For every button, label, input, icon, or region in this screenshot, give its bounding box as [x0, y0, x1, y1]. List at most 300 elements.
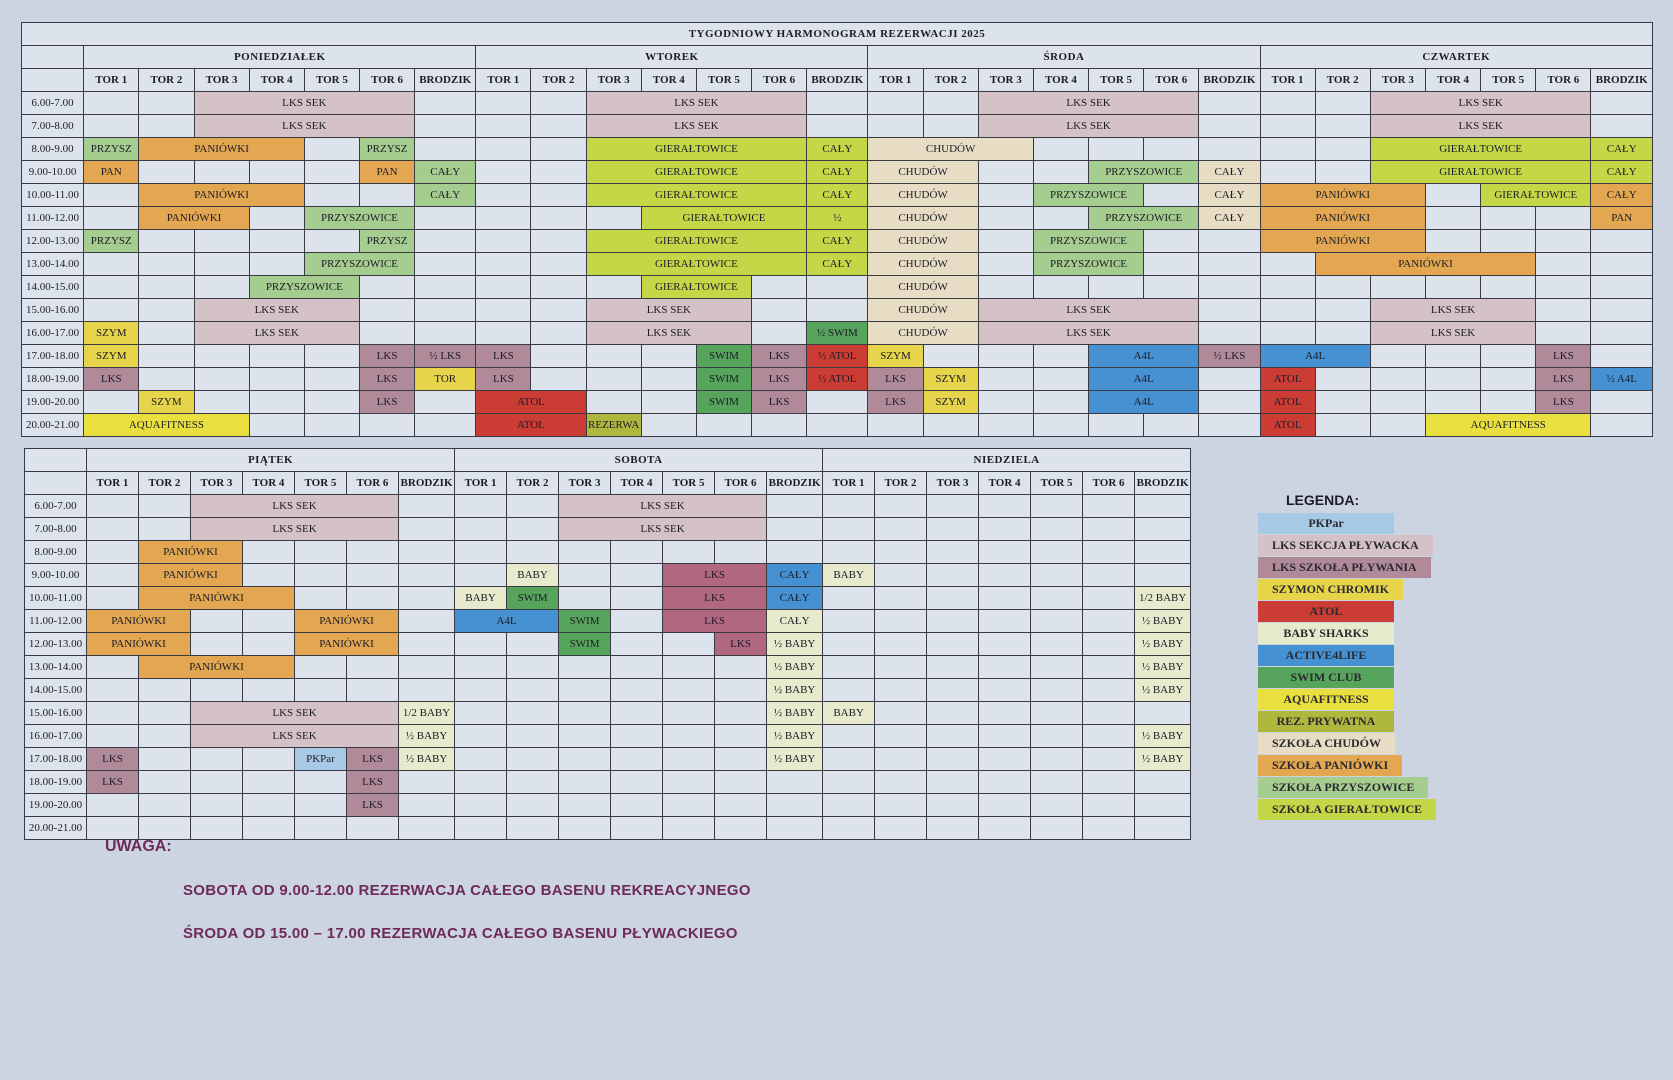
empty-cell [1315, 276, 1370, 299]
schedule-cell: LKS SEK [1370, 92, 1591, 115]
empty-cell [531, 138, 586, 161]
schedule-cell: PANIÓWKI [139, 207, 249, 230]
empty-cell [875, 817, 927, 840]
day-header-piątek: PIĄTEK [87, 449, 455, 472]
schedule-cell: LKS SEK [191, 495, 399, 518]
schedule-cell: PANIÓWKI [139, 138, 304, 161]
empty-cell [139, 679, 191, 702]
schedule-cell: ½ BABY [767, 725, 823, 748]
empty-cell [1199, 391, 1260, 414]
empty-cell [923, 345, 978, 368]
empty-cell [1260, 299, 1315, 322]
legend-item: SWIM CLUB [1258, 667, 1394, 688]
empty-cell [715, 541, 767, 564]
day-header-niedziela: NIEDZIELA [823, 449, 1191, 472]
empty-cell [559, 679, 611, 702]
legend [1258, 492, 1478, 821]
schedule-cell: BABY [823, 564, 875, 587]
empty-cell [295, 771, 347, 794]
empty-cell [978, 161, 1033, 184]
lane-header: BRODZIK [1199, 69, 1260, 92]
empty-cell [927, 794, 979, 817]
empty-cell [1370, 414, 1425, 437]
schedule-cell: SWIM [696, 391, 751, 414]
empty-cell [139, 702, 191, 725]
empty-cell [84, 92, 139, 115]
empty-cell [139, 299, 194, 322]
empty-cell [978, 345, 1033, 368]
schedule-cell: LKS SEK [1370, 115, 1591, 138]
schedule-cell: LKS [663, 587, 767, 610]
schedule-cell: GIERAŁTOWICE [1370, 138, 1591, 161]
schedule-cell: LKS SEK [194, 92, 415, 115]
schedule-cell: ½ BABY [767, 748, 823, 771]
empty-cell [1315, 138, 1370, 161]
empty-cell [586, 276, 641, 299]
schedule-cell: A4L [1260, 345, 1370, 368]
empty-cell [139, 161, 194, 184]
empty-cell [347, 679, 399, 702]
schedule-cell: PANIÓWKI [1260, 230, 1425, 253]
empty-cell [399, 495, 455, 518]
empty-cell [1135, 817, 1191, 840]
empty-cell [1370, 345, 1425, 368]
schedule-cell: LKS [347, 748, 399, 771]
schedule-table-weekdays [21, 22, 1653, 437]
empty-cell [1031, 564, 1083, 587]
schedule-cell: ½ ATOL [807, 368, 868, 391]
empty-cell [1199, 414, 1260, 437]
schedule-cell: PRZYSZ [359, 138, 414, 161]
schedule-cell: CAŁY [1199, 207, 1260, 230]
empty-cell [923, 92, 978, 115]
schedule-cell: AQUAFITNESS [84, 414, 249, 437]
empty-cell [476, 138, 531, 161]
schedule-cell: LKS SEK [191, 702, 399, 725]
empty-cell [415, 276, 476, 299]
time-label: 6.00-7.00 [22, 92, 84, 115]
legend-item: LKS SZKOŁA PŁYWANIA [1258, 557, 1431, 578]
empty-cell [1536, 230, 1591, 253]
empty-cell [1031, 794, 1083, 817]
empty-cell [87, 725, 139, 748]
empty-cell [139, 253, 194, 276]
schedule-cell: GIERAŁTOWICE [586, 230, 807, 253]
empty-cell [87, 541, 139, 564]
empty-cell [531, 253, 586, 276]
empty-cell [415, 115, 476, 138]
empty-cell [1089, 276, 1144, 299]
empty-cell [1083, 564, 1135, 587]
schedule-cell: ATOL [1260, 368, 1315, 391]
time-label: 18.00-19.00 [22, 368, 84, 391]
empty-cell [531, 207, 586, 230]
legend-title: LEGENDA: [1286, 492, 1360, 508]
empty-cell [927, 679, 979, 702]
empty-cell [455, 633, 507, 656]
empty-cell [1033, 391, 1088, 414]
empty-cell [347, 587, 399, 610]
schedule-cell: BABY [455, 587, 507, 610]
empty-cell [1135, 771, 1191, 794]
empty-cell [347, 817, 399, 840]
note-line: SOBOTA OD 9.00-12.00 REZERWACJA CAŁEGO BASENU REKREACYJNEGO [183, 882, 751, 899]
schedule-cell: LKS [347, 771, 399, 794]
empty-cell [923, 414, 978, 437]
empty-cell [1199, 368, 1260, 391]
empty-cell [507, 541, 559, 564]
empty-cell [295, 794, 347, 817]
schedule-cell: LKS [359, 345, 414, 368]
schedule-cell: ATOL [1260, 391, 1315, 414]
empty-cell [978, 276, 1033, 299]
empty-cell [455, 794, 507, 817]
lane-header: TOR 4 [979, 472, 1031, 495]
empty-cell [875, 564, 927, 587]
empty-cell [1425, 345, 1480, 368]
empty-cell [1083, 518, 1135, 541]
schedule-cell: PANIÓWKI [1260, 184, 1425, 207]
empty-cell [1031, 817, 1083, 840]
schedule-cell: LKS [752, 345, 807, 368]
empty-cell [507, 794, 559, 817]
empty-cell [191, 771, 243, 794]
lane-header: TOR 6 [752, 69, 807, 92]
empty-cell [611, 702, 663, 725]
empty-cell [807, 92, 868, 115]
empty-cell [347, 656, 399, 679]
empty-cell [1083, 794, 1135, 817]
empty-cell [1425, 207, 1480, 230]
empty-cell [1031, 725, 1083, 748]
empty-cell [875, 748, 927, 771]
empty-cell [139, 322, 194, 345]
schedule-cell: A4L [1089, 345, 1199, 368]
empty-cell [295, 679, 347, 702]
empty-cell [191, 817, 243, 840]
empty-cell [249, 230, 304, 253]
empty-cell [507, 748, 559, 771]
schedule-cell: CAŁY [807, 253, 868, 276]
schedule-cell: PANIÓWKI [139, 587, 295, 610]
empty-cell [476, 322, 531, 345]
empty-cell [359, 414, 414, 437]
empty-cell [139, 92, 194, 115]
empty-cell [1033, 207, 1088, 230]
schedule-cell: ½ ATOL [807, 345, 868, 368]
day-header-poniedziałek: PONIEDZIAŁEK [84, 46, 476, 69]
empty-cell [868, 92, 923, 115]
empty-cell [1315, 161, 1370, 184]
empty-cell [1031, 633, 1083, 656]
schedule-cell: CAŁY [415, 161, 476, 184]
empty-cell [139, 748, 191, 771]
empty-cell [611, 748, 663, 771]
lane-header: TOR 1 [823, 472, 875, 495]
empty-cell [823, 495, 875, 518]
empty-cell [559, 541, 611, 564]
empty-cell [295, 541, 347, 564]
schedule-cell: ½ BABY [1135, 679, 1191, 702]
empty-cell [194, 345, 249, 368]
empty-cell [611, 771, 663, 794]
schedule-cell: LKS [663, 610, 767, 633]
schedule-cell: SZYM [923, 368, 978, 391]
schedule-cell: LKS SEK [978, 299, 1199, 322]
schedule-cell: ½ BABY [1135, 633, 1191, 656]
time-label: 15.00-16.00 [25, 702, 87, 725]
empty-cell [1315, 368, 1370, 391]
empty-cell [979, 748, 1031, 771]
empty-cell [1135, 541, 1191, 564]
empty-cell [1536, 322, 1591, 345]
empty-cell [767, 771, 823, 794]
lane-header: TOR 2 [875, 472, 927, 495]
empty-cell [559, 817, 611, 840]
lane-header: TOR 6 [1083, 472, 1135, 495]
corner-cell [22, 69, 84, 92]
empty-cell [927, 702, 979, 725]
schedule-cell: ATOL [476, 414, 586, 437]
schedule-cell: CAŁY [807, 230, 868, 253]
empty-cell [191, 679, 243, 702]
time-label: 20.00-21.00 [25, 817, 87, 840]
empty-cell [139, 345, 194, 368]
empty-cell [1031, 679, 1083, 702]
empty-cell [559, 587, 611, 610]
empty-cell [84, 253, 139, 276]
lane-header: TOR 6 [1536, 69, 1591, 92]
empty-cell [243, 633, 295, 656]
schedule-cell: LKS [868, 368, 923, 391]
empty-cell [611, 794, 663, 817]
empty-cell [663, 725, 715, 748]
empty-cell [1199, 253, 1260, 276]
empty-cell [1083, 541, 1135, 564]
legend-item: ACTIVE4LIFE [1258, 645, 1394, 666]
empty-cell [243, 771, 295, 794]
empty-cell [531, 276, 586, 299]
schedule-cell: SWIM [559, 633, 611, 656]
schedule-cell: LKS [359, 391, 414, 414]
legend-item: SZKOŁA GIERAŁTOWICE [1258, 799, 1436, 820]
empty-cell [476, 253, 531, 276]
empty-cell [1481, 230, 1536, 253]
empty-cell [663, 541, 715, 564]
empty-cell [87, 702, 139, 725]
lane-header: TOR 3 [978, 69, 1033, 92]
empty-cell [415, 92, 476, 115]
corner-cell [22, 46, 84, 69]
empty-cell [455, 518, 507, 541]
empty-cell [875, 587, 927, 610]
empty-cell [191, 633, 243, 656]
empty-cell [347, 564, 399, 587]
empty-cell [1370, 276, 1425, 299]
empty-cell [84, 207, 139, 230]
empty-cell [927, 518, 979, 541]
schedule-cell: PANIÓWKI [1260, 207, 1425, 230]
empty-cell [507, 495, 559, 518]
empty-cell [559, 702, 611, 725]
schedule-cell: A4L [1089, 391, 1199, 414]
lane-header: TOR 6 [359, 69, 414, 92]
schedule-cell: SWIM [507, 587, 559, 610]
empty-cell [87, 679, 139, 702]
empty-cell [875, 633, 927, 656]
schedule-cell: GIERAŁTOWICE [586, 184, 807, 207]
empty-cell [927, 587, 979, 610]
lane-header: BRODZIK [415, 69, 476, 92]
empty-cell [611, 564, 663, 587]
schedule-cell: CAŁY [767, 587, 823, 610]
time-label: 15.00-16.00 [22, 299, 84, 322]
empty-cell [347, 541, 399, 564]
schedule-cell: CAŁY [807, 161, 868, 184]
schedule-cell: CHUDÓW [868, 322, 978, 345]
empty-cell [559, 794, 611, 817]
empty-cell [507, 702, 559, 725]
empty-cell [455, 679, 507, 702]
empty-cell [194, 276, 249, 299]
schedule-cell: PRZYSZOWICE [1033, 253, 1143, 276]
schedule-cell: CHUDÓW [868, 184, 978, 207]
empty-cell [455, 748, 507, 771]
schedule-cell: CHUDÓW [868, 230, 978, 253]
schedule-cell: LKS SEK [586, 115, 807, 138]
empty-cell [476, 184, 531, 207]
schedule-cell: LKS [868, 391, 923, 414]
empty-cell [1260, 138, 1315, 161]
empty-cell [875, 794, 927, 817]
schedule-cell: LKS [1536, 391, 1591, 414]
schedule-cell: ½ BABY [1135, 610, 1191, 633]
empty-cell [243, 541, 295, 564]
empty-cell [927, 564, 979, 587]
time-label: 19.00-20.00 [22, 391, 84, 414]
empty-cell [87, 518, 139, 541]
lane-header: TOR 1 [87, 472, 139, 495]
schedule-cell: PAN [359, 161, 414, 184]
empty-cell [415, 391, 476, 414]
lane-header: TOR 4 [611, 472, 663, 495]
legend-item: ATOL [1258, 601, 1394, 622]
schedule-cell: GIERAŁTOWICE [586, 161, 807, 184]
empty-cell [476, 207, 531, 230]
empty-cell [1031, 702, 1083, 725]
lane-header: TOR 5 [696, 69, 751, 92]
empty-cell [1536, 276, 1591, 299]
empty-cell [415, 253, 476, 276]
legend-item: SZKOŁA PRZYSZOWICE [1258, 777, 1428, 798]
empty-cell [191, 610, 243, 633]
empty-cell [979, 633, 1031, 656]
notes-heading: UWAGA: [105, 838, 172, 855]
empty-cell [979, 610, 1031, 633]
empty-cell [559, 564, 611, 587]
empty-cell [752, 414, 807, 437]
legend-item: PKPar [1258, 513, 1394, 534]
empty-cell [875, 518, 927, 541]
schedule-cell: PANIÓWKI [295, 633, 399, 656]
empty-cell [87, 794, 139, 817]
lane-header: TOR 5 [1031, 472, 1083, 495]
empty-cell [1144, 253, 1199, 276]
note-line: ŚRODA OD 15.00 – 17.00 REZERWACJA CAŁEGO BASENU PŁYWACKIEGO [183, 925, 738, 942]
lane-header: TOR 1 [455, 472, 507, 495]
empty-cell [1033, 414, 1088, 437]
time-label: 10.00-11.00 [22, 184, 84, 207]
schedule-cell: SZYM [139, 391, 194, 414]
schedule-cell: PANIÓWKI [87, 633, 191, 656]
empty-cell [1089, 138, 1144, 161]
empty-cell [611, 587, 663, 610]
empty-cell [586, 345, 641, 368]
empty-cell [476, 115, 531, 138]
empty-cell [1083, 633, 1135, 656]
empty-cell [663, 817, 715, 840]
empty-cell [559, 656, 611, 679]
schedule-cell: AQUAFITNESS [1425, 414, 1590, 437]
empty-cell [752, 322, 807, 345]
schedule-cell: BABY [823, 702, 875, 725]
schedule-cell: ½ LKS [1199, 345, 1260, 368]
empty-cell [1260, 92, 1315, 115]
empty-cell [559, 771, 611, 794]
lane-header: TOR 5 [1481, 69, 1536, 92]
schedule-cell: CAŁY [807, 138, 868, 161]
lane-header: BRODZIK [1591, 69, 1653, 92]
empty-cell [1425, 230, 1480, 253]
day-header-sobota: SOBOTA [455, 449, 823, 472]
empty-cell [304, 368, 359, 391]
empty-cell [927, 771, 979, 794]
empty-cell [752, 276, 807, 299]
empty-cell [715, 725, 767, 748]
lane-header: TOR 2 [1315, 69, 1370, 92]
empty-cell [1135, 495, 1191, 518]
empty-cell [978, 253, 1033, 276]
schedule-cell: 1/2 BABY [399, 702, 455, 725]
empty-cell [399, 679, 455, 702]
empty-cell [1481, 391, 1536, 414]
empty-cell [1591, 299, 1653, 322]
empty-cell [823, 541, 875, 564]
schedule-cell: PRZYSZOWICE [304, 207, 414, 230]
empty-cell [696, 414, 751, 437]
empty-cell [1370, 368, 1425, 391]
empty-cell [715, 679, 767, 702]
empty-cell [1591, 253, 1653, 276]
time-label: 13.00-14.00 [25, 656, 87, 679]
empty-cell [139, 518, 191, 541]
schedule-cell: LKS SEK [586, 299, 751, 322]
empty-cell [531, 368, 586, 391]
empty-cell [1031, 771, 1083, 794]
empty-cell [1144, 230, 1199, 253]
empty-cell [194, 161, 249, 184]
time-label: 10.00-11.00 [25, 587, 87, 610]
empty-cell [359, 299, 414, 322]
schedule-cell: REZERWA [586, 414, 641, 437]
empty-cell [1144, 184, 1199, 207]
empty-cell [531, 92, 586, 115]
lane-header: TOR 2 [507, 472, 559, 495]
empty-cell [715, 748, 767, 771]
empty-cell [304, 345, 359, 368]
lane-header: TOR 5 [663, 472, 715, 495]
empty-cell [139, 725, 191, 748]
